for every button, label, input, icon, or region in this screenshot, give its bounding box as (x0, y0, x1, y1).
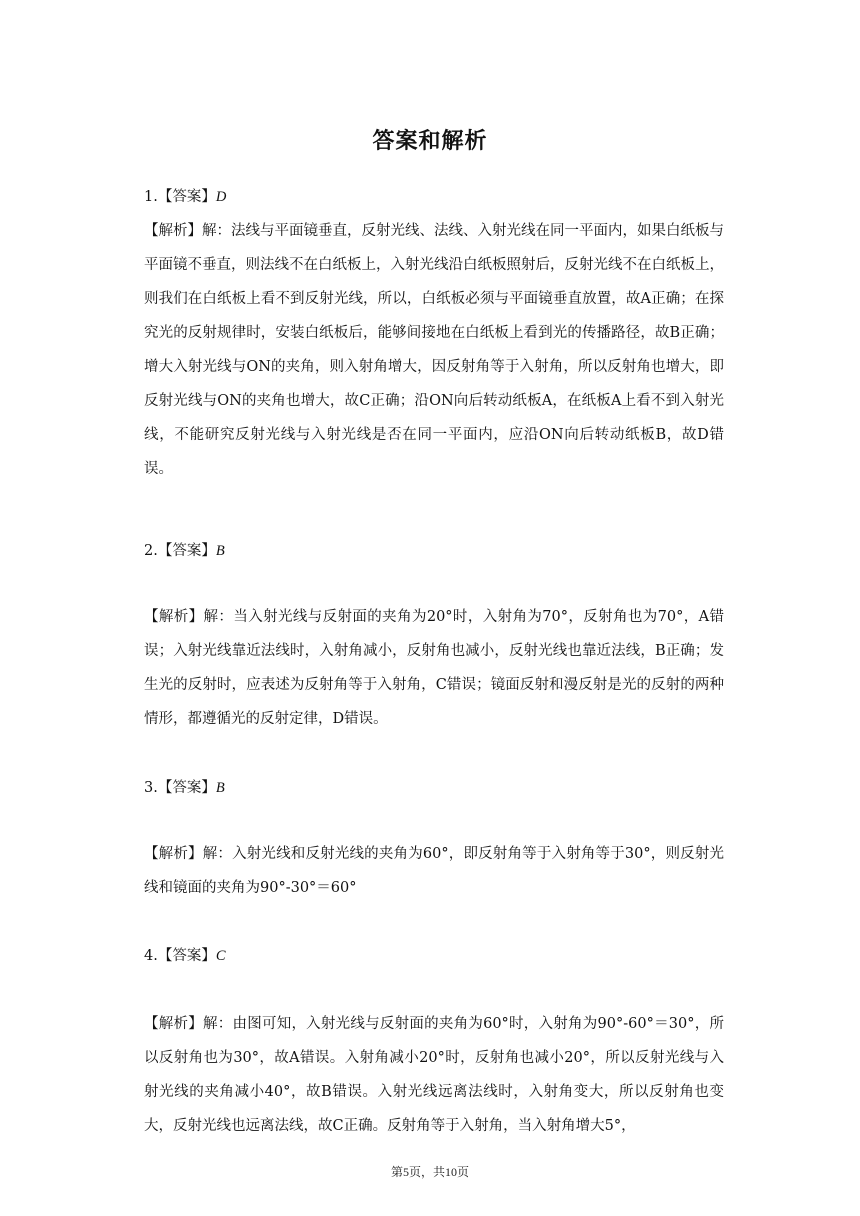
answer-head: 2.【答案】 (144, 543, 216, 559)
analysis-text: 【解析】解：当入射光线与反射面的夹角为20°时，入射角为70°，反射角也为70°，A错误；入射光线靠近法线时，入射角减小，反射角也减小，反射光线也靠近法线，B正确；发生光的反射时，应表述为反射角等于入射角，C错误；镜面反射和漫反射是光的反射的两种情形，都遵循光的反射定律，D错误。 (144, 609, 724, 727)
question-4-analysis (144, 1007, 724, 1143)
question-2 (144, 534, 724, 568)
answer-line (144, 534, 724, 568)
answer-line (144, 180, 724, 214)
page-title: 答案和解析 (372, 129, 488, 154)
question-4 (144, 939, 724, 973)
answer-line (144, 939, 724, 973)
answer-value: C (215, 948, 226, 964)
answer-head: 1.【答案】 (144, 189, 216, 205)
answer-value: D (215, 189, 227, 205)
question-2-analysis (144, 600, 724, 736)
answer-value: B (215, 780, 225, 796)
page-footer: 第5页，共10页 (390, 1165, 469, 1179)
question-3-analysis (144, 837, 724, 905)
analysis-text: 【解析】解：法线与平面镜垂直，反射光线、法线、入射光线在同一平面内，如果白纸板与平面镜不垂直，则法线不在白纸板上，入射光线沿白纸板照射后，反射光线不在白纸板上，则我们在白纸板上看不到反射光线，所以，白纸板必须与平面镜垂直放置，故A正确；在探究光的反射规律时，安装白纸板后，能够间接地在白纸板上看到光的传播路径，故B正确；增大入射光线与ON的夹角，则入射角增大，因反射角等于入射角，所以反射角也增大，即反射光线与ON的夹角也增大，故C正确；沿ON向后转动纸板A，在纸板A上看不到入射光线，不能研究反射光线与入射光线是否在同一平面内，应沿ON向后转动纸板B，故D错误。 (144, 223, 724, 477)
question-3 (144, 771, 724, 805)
analysis-text: 【解析】解：由图可知，入射光线与反射面的夹角为60°时，入射角为90°-60°＝30°，所以反射角也为30°，故A错误。入射角减小20°时，反射角也减小20°，所以反射光线与入射光线的夹角减小40°，故B错误。入射光线远离法线时，入射角变大，所以反射角也变大，反射光线也远离法线，故C正确。反射角等于入射角，当入射角增大5°， (144, 1016, 724, 1134)
answer-line (144, 771, 724, 805)
answer-head: 3.【答案】 (144, 780, 216, 796)
answer-value: B (215, 543, 225, 559)
analysis-text: 【解析】解：入射光线和反射光线的夹角为60°，即反射角等于入射角等于30°，则反射光线和镜面的夹角为90°-30°＝60° (144, 846, 724, 896)
answer-head: 4.【答案】 (144, 948, 216, 964)
question-1 (144, 180, 724, 486)
